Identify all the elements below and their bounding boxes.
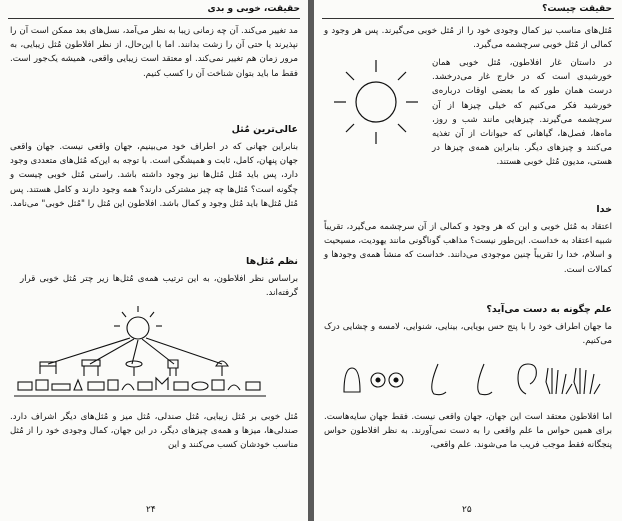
left-para-2: بنابراین جهانی که در اطراف خود می‌بینیم، جهان واقعی نیست. جهان واقعی جهان پنهان، کامل، ثابت و همیشگی است. با توجه به این‌که مُثل‌های متعددی وجود دارد، پس باید مُثل مُثل‌ها نیز وجود داشته باشد. راستی مُثل خوبی چیست و چگونه است؟ مُثل‌ها چه چیز مشترکی دارند؟ همه وجود دارند و کامل هستند. پس مُثل مُثل‌ها باید مُثل وجود و کمال باشد. افلاطون این مُثل را "مُثل خوبی" می‌نامد. [10,142,298,209]
right-page [314,0,622,521]
left-page-header: حقیقت، خوبی و بدی [207,4,300,14]
five-senses-illustration [334,358,604,400]
left-heading-2: نظم مُثل‌ها [246,256,298,267]
left-header-rule [8,18,300,19]
right-para-5: اما افلاطون معتقد است این جهان، جهان واقعی نیست. فقط جهان سایه‌هاست. برای همین حواس ما علم واقعی را به دست نمی‌آورند. به نظر افلاطون حواس پنجگانه فقط موجب فریب ما می‌شوند. علم واقعی، [324,412,612,451]
left-page [0,0,308,521]
right-para-1: مُثل‌های مناسب نیز کمال وجودی خود را از مُثل خوبی می‌گیرند. پس هر وجود و کمالی از مُثل خوبی سرچشمه می‌گیرد. [324,26,612,51]
right-para-2: در داستان غار افلاطون، مُثل خوبی همان خورشیدی است که در خارج غار می‌درخشد. درست همان طور که ما بعضی اوقات درباره‌ی خورشید فکر می‌کنیم که خیلی چیزها از آن سرچشمه می‌گیرند. چیزهایی مانند شب و روز، ماه‌ها، فصل‌ها، گیاهانی که حیوانات از آن تغذیه می‌کنند و چیزهای دیگر. بنابراین همه‌ی چیزها در هستی، مدیون مُثل خوبی هستند. [432,58,612,168]
right-para-3: اعتقاد به مُثل خوبی و این که هر وجود و کمالی از آن سرچشمه می‌گیرد، تقریباً شبیه اعتقاد به خداست. این‌طور نیست؟ مذاهب گوناگونی مانند یهودیت، مسیحیت و اسلام، خدا را تقریباً چنین موجودی می‌دانند. خداست که منشأ همه‌ی وجودها و کمالات است. [324,222,612,275]
right-heading-2: علم چگونه به دست می‌آید؟ [486,304,612,315]
left-para-1: مد تغییر می‌کند. آن چه زمانی زیبا به نظر می‌آمد، نسل‌های بعد ممکن است آن را نپذیرند یا حتی آن را زشت بدانند. اما با این‌حال، از نظر افلاطون مُثل زیبایی، به مرور زمان هم تغییر نمی‌کند. او معتقد است زیبایی واقعی، همیشه یک‌جور است. فقط ما باید بتوان شناخت آن را کسب کنیم. [10,26,298,79]
left-para-3: براساس نظر افلاطون، به این ترتیب همه‌ی مُثل‌ها زیر چتر مُثل خوبی قرار گرفته‌اند. [20,274,298,299]
right-para-4: ما جهان اطراف خود را با پنج حس بویایی، بینایی، شنوایی، لامسه و چشایی درک می‌کنیم. [324,322,612,347]
left-para-4: مُثل خوبی بر مُثل زیبایی، مُثل صندلی، مُثل میز و مُثل‌های دیگر اشراف دارد. صندلی‌ها، میزها و همه‌ی چیزهای دیگر، در این جهان، کمال وجودی خود را از مُثل مناسب خودشان کسب می‌کنند و این [10,412,298,451]
forms-hierarchy-illustration [10,304,298,404]
right-heading-1: خدا [596,204,612,215]
sun-icon [326,52,426,152]
right-header-rule [322,18,614,19]
left-heading-1: عالی‌ترین مُثل [231,124,298,135]
left-page-number: ۲۴ [146,505,156,515]
right-page-number: ۲۵ [462,505,472,515]
right-page-header: حقیقت چیست؟ [542,4,612,14]
